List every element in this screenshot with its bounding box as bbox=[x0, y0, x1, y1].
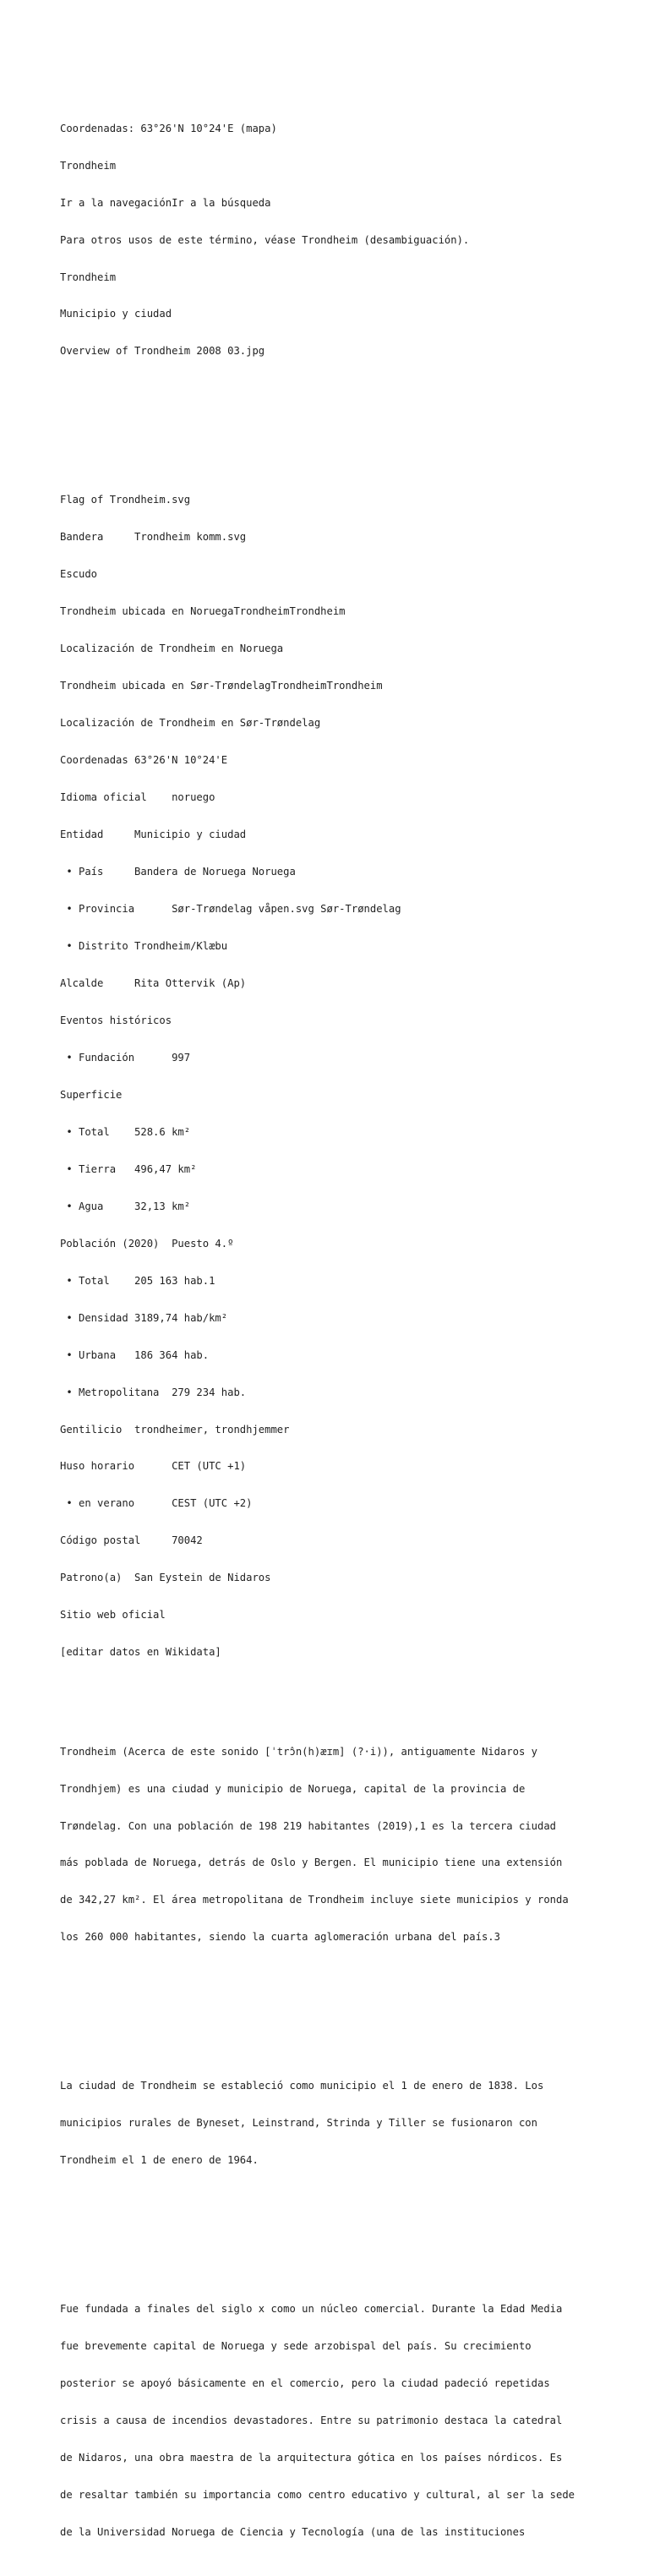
paragraph-line: de 342,27 km². El área metropolitana de Trondheim incluye siete municipios y ronda bbox=[60, 1894, 569, 1906]
infobox-line: • Metropolitana 279 234 hab. bbox=[60, 1386, 247, 1398]
paragraph-line: de la Universidad Noruega de Ciencia y Tecnología (una de las instituciones bbox=[60, 2525, 526, 2538]
infobox-line: Código postal 70042 bbox=[60, 1534, 203, 1547]
paragraph-line: Trøndelag. Con una población de 198 219 habitantes (2019),1 es la tercera ciudad bbox=[60, 1819, 556, 1832]
infobox-line: Bandera Trondheim komm.svg bbox=[60, 531, 247, 544]
infobox-line: Población (2020) Puesto 4.º bbox=[60, 1237, 234, 1250]
edit-wikidata-link[interactable]: [editar datos en Wikidata] bbox=[60, 1646, 221, 1659]
coordinates-line: Coordenadas: 63°26'N 10°24'E (mapa) bbox=[60, 122, 277, 134]
paragraph-line: de resaltar también su importancia como centro educativo y cultural, al ser la sede bbox=[60, 2488, 575, 2501]
infobox-line: Idioma oficial noruego bbox=[60, 791, 215, 804]
paragraph-line: Fue fundada a finales del siglo x como un núcleo comercial. Durante la Edad Media bbox=[60, 2303, 563, 2316]
infobox-line: Gentilicio trondheimer, trondhjemmer bbox=[60, 1423, 290, 1436]
history-paragraph bbox=[60, 2278, 601, 2563]
infobox-subtitle: Municipio y ciudad bbox=[60, 308, 172, 320]
paragraph-line: los 260 000 habitantes, siendo la cuarta aglomeración urbana del país.3 bbox=[60, 1931, 500, 1944]
skip-links: Ir a la navegaciónIr a la búsqueda bbox=[60, 196, 271, 209]
infobox-line: • Total 205 163 hab.1 bbox=[60, 1274, 215, 1287]
infobox-line: • Total 528.6 km² bbox=[60, 1125, 191, 1138]
infobox-line: Flag of Trondheim.svg bbox=[60, 494, 191, 506]
document-body bbox=[60, 73, 601, 2576]
infobox-line: • Provincia Sør-Trøndelag våpen.svg Sør-Trøndelag bbox=[60, 902, 401, 915]
paragraph-line: más poblada de Noruega, detrás de Oslo y Bergen. El municipio tiene una extensión bbox=[60, 1857, 563, 1869]
paragraph-line: Trondheim (Acerca de este sonido [ˈtrɔ̂n(h)æɪm] (?·i)), antiguamente Nidaros y bbox=[60, 1745, 537, 1758]
infobox-line: Localización de Trondheim en Sør-Trøndelag bbox=[60, 717, 321, 730]
paragraph-line: Trondheim el 1 de enero de 1964. bbox=[60, 2154, 259, 2167]
blank-line bbox=[60, 2229, 601, 2241]
blank-line bbox=[60, 2005, 601, 2018]
infobox-line: Localización de Trondheim en Noruega bbox=[60, 643, 284, 655]
municipality-paragraph bbox=[60, 2055, 601, 2191]
paragraph-line: posterior se apoyó básicamente en el comercio, pero la ciudad padeció repetidas bbox=[60, 2377, 550, 2390]
paragraph-line: Trondhjem) es una ciudad y municipio de Noruega, capital de la provincia de bbox=[60, 1782, 526, 1795]
infobox-line: • Agua 32,13 km² bbox=[60, 1200, 191, 1212]
infobox-line: Trondheim ubicada en Sør-TrøndelagTrondheimTrondheim bbox=[60, 680, 383, 692]
infobox-line: • País Bandera de Noruega Noruega bbox=[60, 865, 296, 878]
infobox-line: Trondheim ubicada en NoruegaTrondheimTrondheim bbox=[60, 605, 346, 618]
infobox-line: Sitio web oficial bbox=[60, 1609, 166, 1622]
infobox-line: Alcalde Rita Ottervik (Ap) bbox=[60, 976, 247, 989]
intro-paragraph bbox=[60, 1720, 601, 1968]
infobox-title: Trondheim bbox=[60, 271, 117, 283]
disambiguation-note: Para otros usos de este término, véase Trondheim (desambiguación). bbox=[60, 233, 470, 246]
infobox-image-caption: Overview of Trondheim 2008 03.jpg bbox=[60, 345, 265, 358]
paragraph-line: La ciudad de Trondheim se estableció como municipio el 1 de enero de 1838. Los bbox=[60, 2080, 544, 2092]
paragraph-line: fue brevemente capital de Noruega y sede arzobispal del país. Su crecimiento bbox=[60, 2340, 532, 2353]
paragraph-line: municipios rurales de Byneset, Leinstrand, Strinda y Tiller se fusionaron con bbox=[60, 2117, 537, 2130]
blank-line bbox=[60, 419, 601, 432]
infobox bbox=[60, 469, 601, 1683]
infobox-line: • Tierra 496,47 km² bbox=[60, 1162, 197, 1175]
infobox-line: • Fundación 997 bbox=[60, 1051, 191, 1064]
infobox-line: Entidad Municipio y ciudad bbox=[60, 829, 247, 841]
infobox-line: • Densidad 3189,74 hab/km² bbox=[60, 1311, 228, 1324]
infobox-line: Superficie bbox=[60, 1088, 123, 1101]
article-title: Trondheim bbox=[60, 159, 117, 172]
infobox-line: Patrono(a) San Eystein de Nidaros bbox=[60, 1572, 271, 1584]
infobox-line: • en verano CEST (UTC +2) bbox=[60, 1497, 253, 1510]
infobox-line: Eventos históricos bbox=[60, 1014, 172, 1026]
paragraph-line: crisis a causa de incendios devastadores. Entre su patrimonio destaca la catedral bbox=[60, 2414, 563, 2426]
header-lines bbox=[60, 97, 601, 382]
infobox-line: • Urbana 186 364 hab. bbox=[60, 1348, 210, 1361]
infobox-line: Escudo bbox=[60, 568, 98, 581]
infobox-line: Coordenadas 63°26'N 10°24'E bbox=[60, 754, 228, 767]
paragraph-line: de Nidaros, una obra maestra de la arquitectura gótica en los países nórdicos. Es bbox=[60, 2451, 563, 2464]
infobox-line: • Distrito Trondheim/Klæbu bbox=[60, 939, 228, 952]
infobox-line: Huso horario CET (UTC +1) bbox=[60, 1460, 247, 1473]
